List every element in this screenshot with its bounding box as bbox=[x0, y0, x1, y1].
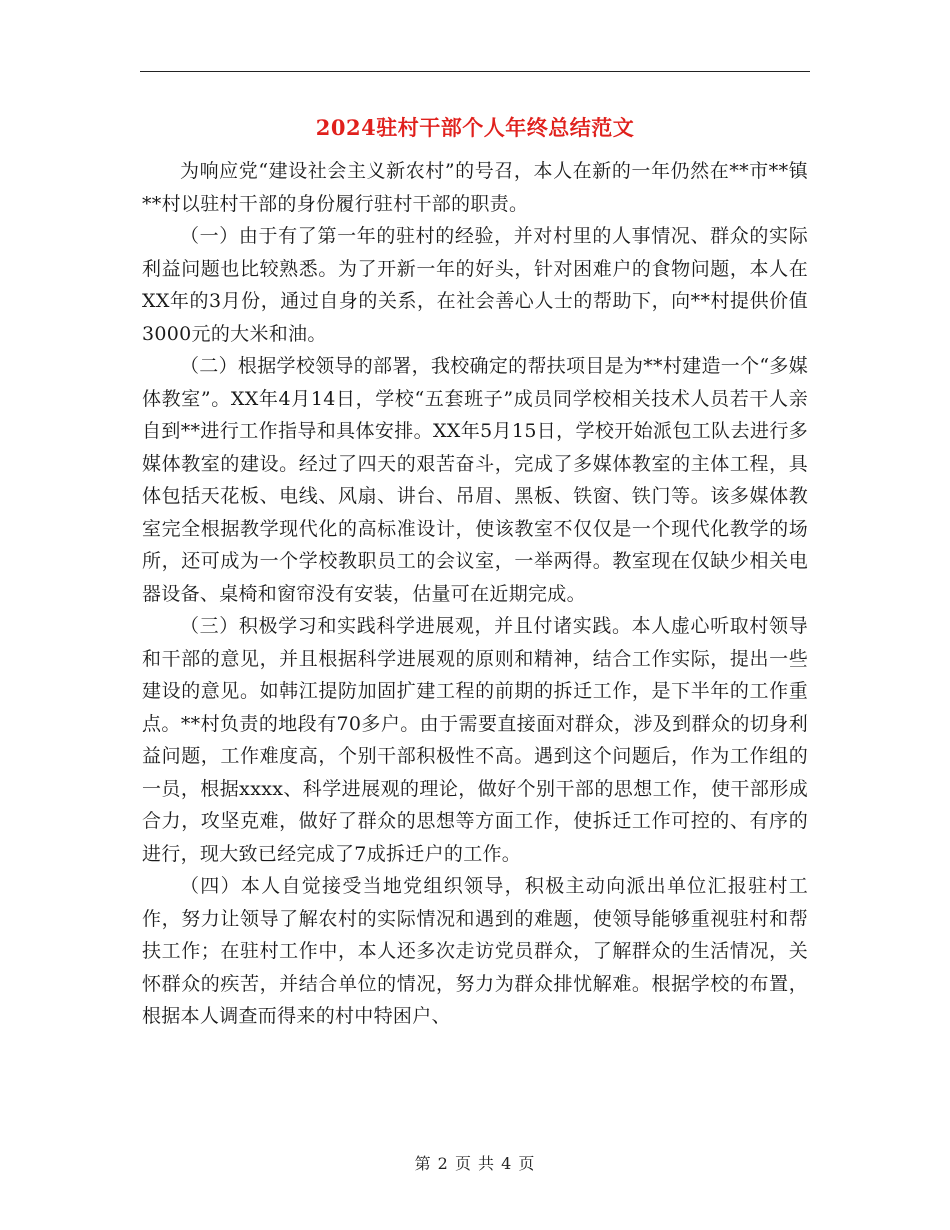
paragraph-section-1: （一）由于有了第一年的驻村的经验，并对村里的人事情况、群众的实际利益问题也比较熟悉。为了开新一年的好头，针对困难户的食物问题，本人在XX年的3月份，通过自身的关系，在社会善心人士的帮助下，向**村提供价值3000元的大米和油。 bbox=[142, 225, 808, 345]
paragraph-intro: 为响应党“建设社会主义新农村”的号召，本人在新的一年仍然在**市**镇**村以驻村干部的身份履行驻村干部的职责。 bbox=[142, 160, 808, 215]
header-rule bbox=[140, 71, 810, 72]
document-body bbox=[142, 155, 808, 1033]
paragraph-section-4: （四）本人自觉接受当地党组织领导，积极主动向派出单位汇报驻村工作，努力让领导了解农村的实际情况和遇到的难题，使领导能够重视驻村和帮扶工作；在驻村工作中，本人还多次走访党员群众，了解群众的生活情况，关怀群众的疾苦，并结合单位的情况，努力为群众排忧解难。根据学校的布置，根据本人调查而得来的村中特困户、 bbox=[142, 875, 808, 1027]
page-number: 第 2 页 共 4 页 bbox=[414, 1154, 536, 1173]
paragraph-section-3: （三）积极学习和实践科学进展观，并且付诸实践。本人虚心听取村领导和干部的意见，并且根据科学进展观的原则和精神，结合工作实际，提出一些建设的意见。如韩江提防加固扩建工程的前期的拆迁工作，是下半年的工作重点。**村负责的地段有70多户。由于需要直接面对群众，涉及到群众的切身利益问题，工作难度高，个别干部积极性不高。遇到这个问题后，作为工作组的一员，根据xxxx、科学进展观的理论，做好个别干部的思想工作，使干部形成合力，攻坚克难，做好了群众的思想等方面工作，使拆迁工作可控的、有序的进行，现大致已经完成了7成拆迁户的工作。 bbox=[142, 615, 808, 865]
paragraph-section-2: （二）根据学校领导的部署，我校确定的帮扶项目是为**村建造一个“多媒体教室”。XX年4月14日，学校“五套班子”成员同学校相关技术人员若干人亲自到**进行工作指导和具体安排。XX年5月15日，学校开始派包工队去进行多媒体教室的建设。经过了四天的艰苦奋斗，完成了多媒体教室的主体工程，具体包括天花板、电线、风扇、讲台、吊眉、黑板、铁窗、铁门等。该多媒体教室完全根据教学现代化的高标准设计，使该教室不仅仅是一个现代化教学的场所，还可成为一个学校教职员工的会议室，一举两得。教室现在仅缺少相关电器设备、桌椅和窗帘没有安装，估量可在近期完成。 bbox=[142, 355, 808, 605]
document-title: 2024驻村干部个人年终总结范文 bbox=[315, 115, 635, 140]
